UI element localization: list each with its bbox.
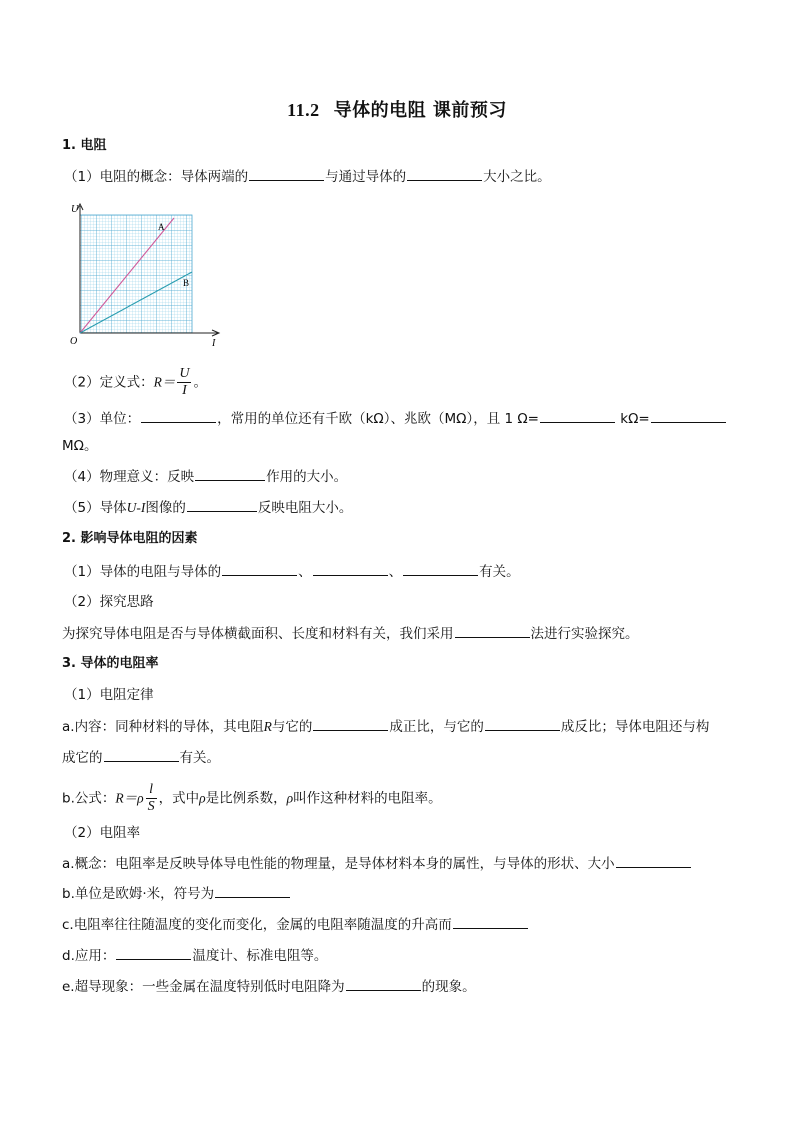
section2-heading: 2. 影响导体电阻的因素 <box>62 531 198 546</box>
s1-item3-mid: ，常用的单位还有千欧（kΩ）、兆欧（MΩ），且 1 Ω= <box>217 411 539 427</box>
answer-blank[interactable] <box>651 408 726 423</box>
fraction-l-over-s <box>146 782 157 815</box>
s3-c5-pre: e.超导现象：一些金属在温度特别低时电阻降为 <box>62 979 345 995</box>
s3-b-post1: ，式中 <box>158 790 200 807</box>
origin-label: O <box>70 336 78 347</box>
u-i-graph <box>66 200 226 350</box>
s3-sub2: （2）电阻率 <box>64 825 141 841</box>
answer-blank[interactable] <box>540 408 615 423</box>
answer-blank[interactable] <box>141 408 216 423</box>
s2-para-post: 法进行实验探究。 <box>530 626 639 642</box>
s1-item4-post: 作用的大小。 <box>266 469 348 485</box>
answer-blank[interactable] <box>616 853 691 868</box>
s3-b-post2: 是比例系数， <box>205 790 287 807</box>
s3-b <box>62 782 442 815</box>
s1-item3-pre: （3）单位： <box>64 411 141 427</box>
line-a-label: A <box>158 222 165 232</box>
s3-a-cont-post: 有关。 <box>179 750 220 766</box>
fraction-numerator: U <box>179 366 190 381</box>
s3-a <box>62 716 709 737</box>
rho-symbol: ρ <box>286 790 294 806</box>
answer-blank[interactable] <box>403 561 478 576</box>
s3-a-cont-pre: 成它的 <box>62 750 103 766</box>
separator: 、 <box>298 564 312 580</box>
s1-item3-cont: MΩ。 <box>62 438 98 454</box>
s1-item3 <box>64 408 727 429</box>
s1-item1-mid: 与通过导体的 <box>325 169 407 185</box>
s3-c2-pre: b.单位是欧姆·米，符号为 <box>62 886 215 902</box>
answer-blank[interactable] <box>249 166 324 181</box>
s3-a-cont <box>62 747 220 768</box>
s3-a-mid: 与它的 <box>271 719 313 735</box>
graph-grid <box>80 215 192 333</box>
s3-a-mid2: 成正比，与它的 <box>389 719 484 735</box>
line-b-label: B <box>183 278 190 288</box>
answer-blank[interactable] <box>222 561 297 576</box>
answer-blank[interactable] <box>116 945 191 960</box>
s1-item1-post: 大小之比。 <box>483 169 551 185</box>
s1-item5-mid: 图像的 <box>145 500 186 516</box>
s3-c5-post: 的现象。 <box>421 979 476 995</box>
s3-c4-pre: d.应用： <box>62 948 116 964</box>
s1-item5-post: 反映电阻大小。 <box>257 500 353 516</box>
s1-item3-mid2: kΩ= <box>616 411 650 427</box>
answer-blank[interactable] <box>455 623 530 638</box>
s2-para-pre: 为探究导体电阻是否与导体横截面积、长度和材料有关，我们采用 <box>62 626 454 642</box>
answer-blank[interactable] <box>313 716 388 731</box>
r-symbol: R <box>263 719 272 734</box>
answer-blank[interactable] <box>485 716 560 731</box>
fraction-u-over-i <box>177 366 191 399</box>
answer-blank[interactable] <box>453 914 528 929</box>
rho-symbol: ρ <box>199 790 206 806</box>
s1-item2-pre: （2）定义式： <box>64 374 154 391</box>
i-axis-label: I <box>212 338 216 349</box>
s2-item2: （2）探究思路 <box>64 594 154 610</box>
s2-item1 <box>64 561 520 582</box>
s3-sub1: （1）电阻定律 <box>64 687 154 703</box>
ui-symbol: U-I <box>126 500 146 515</box>
s3-c5 <box>62 976 476 997</box>
fraction-numerator: l <box>146 782 157 799</box>
fraction-denominator: I <box>182 383 187 398</box>
s2-item1-post: 有关。 <box>479 564 520 580</box>
s1-item4 <box>64 466 347 487</box>
section1-heading: 1. 电阻 <box>62 138 107 153</box>
s1-item5 <box>64 497 352 518</box>
s3-b-pre: b.公式： <box>62 790 116 807</box>
s2-item1-pre: （1）导体的电阻与导体的 <box>64 564 222 580</box>
s1-item5-pre: （5）导体 <box>64 500 127 516</box>
u-axis-label: U <box>71 204 79 215</box>
separator: 、 <box>388 564 403 580</box>
s3-c3-pre: c.电阻率往往随温度的变化而变化，金属的电阻率随温度的升高而 <box>62 917 452 933</box>
page-title <box>0 96 794 122</box>
answer-blank[interactable] <box>313 561 388 576</box>
formula-lhs: R＝ρ <box>115 790 144 806</box>
answer-blank[interactable] <box>195 466 265 481</box>
formula-lhs: R＝ <box>153 374 176 390</box>
s3-a-post: 成反比；导体电阻还与构 <box>560 719 710 735</box>
s1-item4-pre: （4）物理意义：反映 <box>64 469 195 485</box>
s3-c3 <box>62 914 529 935</box>
s3-c1-pre: a.概念：电阻率是反映导体导电性能的物理量，是导体材料本身的属性，与导体的形状、大小 <box>62 856 615 872</box>
s3-c4-post: 温度计、标准电阻等。 <box>192 948 328 964</box>
s1-item2-post: 。 <box>193 374 207 391</box>
s3-a-pre: a.内容：同种材料的导体，其电阻 <box>62 719 264 735</box>
answer-blank[interactable] <box>346 976 421 991</box>
s3-b-post3: 叫作这种材料的电阻率。 <box>293 790 442 807</box>
title-number: 11.2 <box>287 100 320 120</box>
s3-c1 <box>62 853 692 874</box>
answer-blank[interactable] <box>407 166 482 181</box>
section3-heading: 3. 导体的电阻率 <box>62 656 159 671</box>
s2-para <box>62 623 639 644</box>
s3-c4 <box>62 945 327 966</box>
answer-blank[interactable] <box>215 883 290 898</box>
answer-blank[interactable] <box>104 747 179 762</box>
s1-item1 <box>64 166 551 187</box>
s1-item1-pre: （1）电阻的概念：导体两端的 <box>64 169 249 185</box>
answer-blank[interactable] <box>187 497 257 512</box>
s1-item2 <box>64 366 207 399</box>
s3-c2 <box>62 883 291 904</box>
fraction-denominator: S <box>147 799 155 814</box>
title-text: 导体的电阻 课前预习 <box>333 100 507 121</box>
